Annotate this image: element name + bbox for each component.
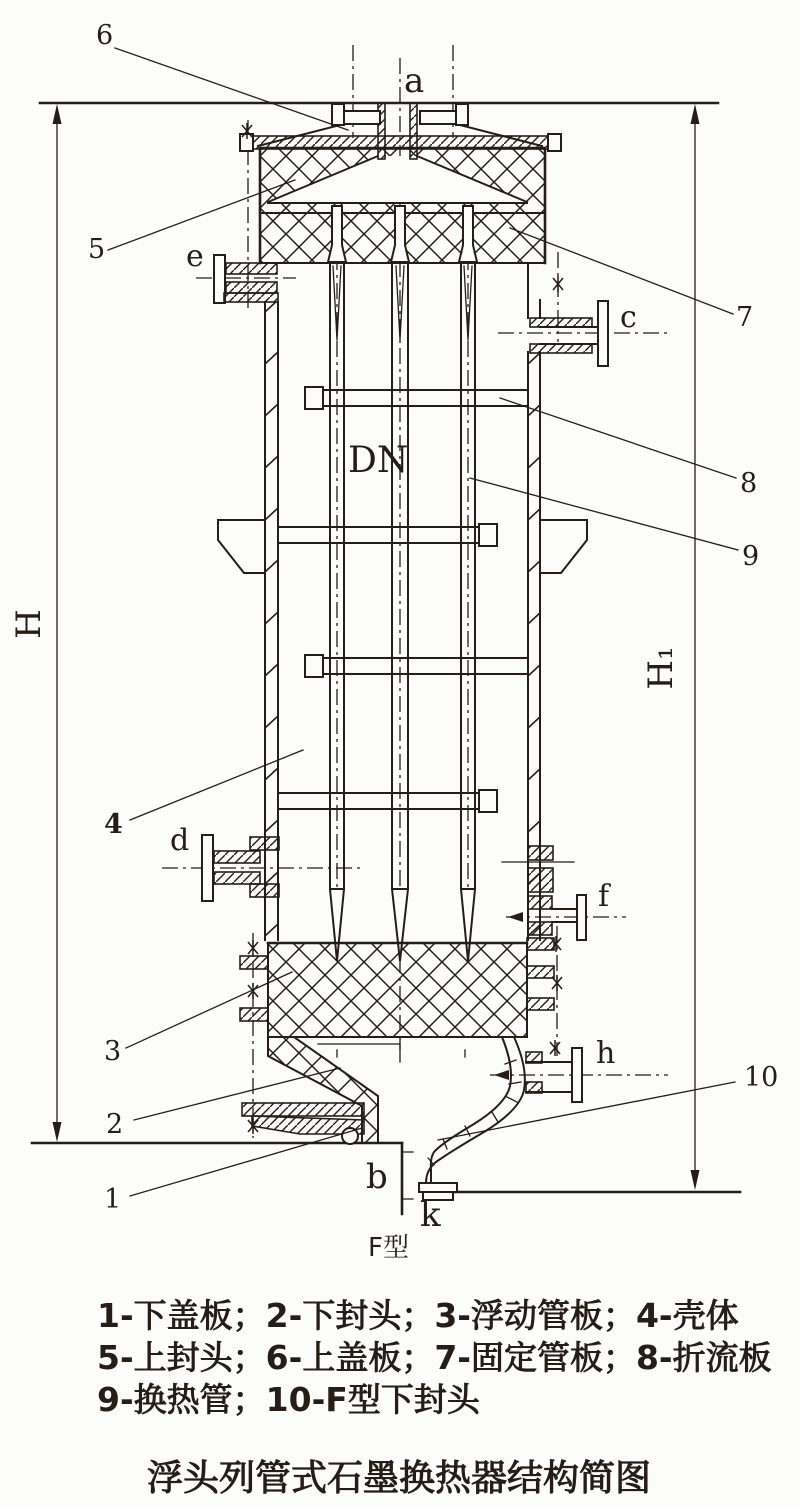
nozzle-label-f: f <box>598 879 610 914</box>
flow-arrow-h <box>494 1070 509 1080</box>
legend-line-3: 9-换热管；10-F型下封头 <box>97 1380 480 1419</box>
nozzle-label-c: c <box>620 300 637 335</box>
part-label-6: 6 <box>96 20 114 51</box>
nozzle-label-a: a <box>404 61 425 101</box>
nozzle-label-e: e <box>186 239 204 274</box>
part-label-8: 8 <box>740 468 758 499</box>
support-bracket-right <box>540 520 587 573</box>
part-label-1: 1 <box>104 1184 122 1215</box>
nozzle-label-k: k <box>420 1195 441 1235</box>
outlet-k-flange <box>419 1183 457 1192</box>
part-label-10: 10 <box>744 1062 779 1093</box>
shell-flange-joint-right <box>528 846 553 892</box>
outlet-b <box>402 1143 413 1214</box>
part-label-4: 4 <box>104 809 123 840</box>
part-label-9: 9 <box>742 541 760 572</box>
legend-line-1: 1-下盖板；2-下封头；3-浮动管板；4-壳体 <box>97 1296 739 1335</box>
nozzle-label-h: h <box>596 1036 616 1071</box>
legend <box>97 1296 772 1419</box>
flow-arrow-f <box>508 912 523 922</box>
fixed-tube-plate <box>260 206 545 263</box>
floating-tube-plate <box>240 889 554 1037</box>
f-type-label: F型 <box>368 1233 409 1263</box>
bottom-cover-plate <box>242 1103 364 1144</box>
legend-line-2: 5-上封头；6-上盖板；7-固定管板；8-折流板 <box>97 1338 772 1377</box>
drawing-title: 浮头列管式石墨换热器结构简图 <box>147 1458 652 1499</box>
part-label-3: 3 <box>104 1036 122 1067</box>
nozzle-e <box>214 255 278 303</box>
f-type-lower-head <box>419 1037 525 1200</box>
dimension-H-label: H <box>9 609 49 639</box>
heat-exchange-tubes <box>330 263 475 889</box>
support-bracket-left <box>218 520 265 573</box>
nozzle-label-b: b <box>366 1157 388 1197</box>
dn-label: DN <box>348 440 409 481</box>
part-label-5: 5 <box>88 234 106 265</box>
dimension-H1 <box>641 104 700 1190</box>
dimension-H1-label: H₁ <box>641 646 681 690</box>
part-label-7: 7 <box>736 302 754 333</box>
dimension-H <box>9 104 62 1142</box>
nozzle-label-d: d <box>170 823 190 858</box>
part-label-2: 2 <box>106 1109 124 1140</box>
